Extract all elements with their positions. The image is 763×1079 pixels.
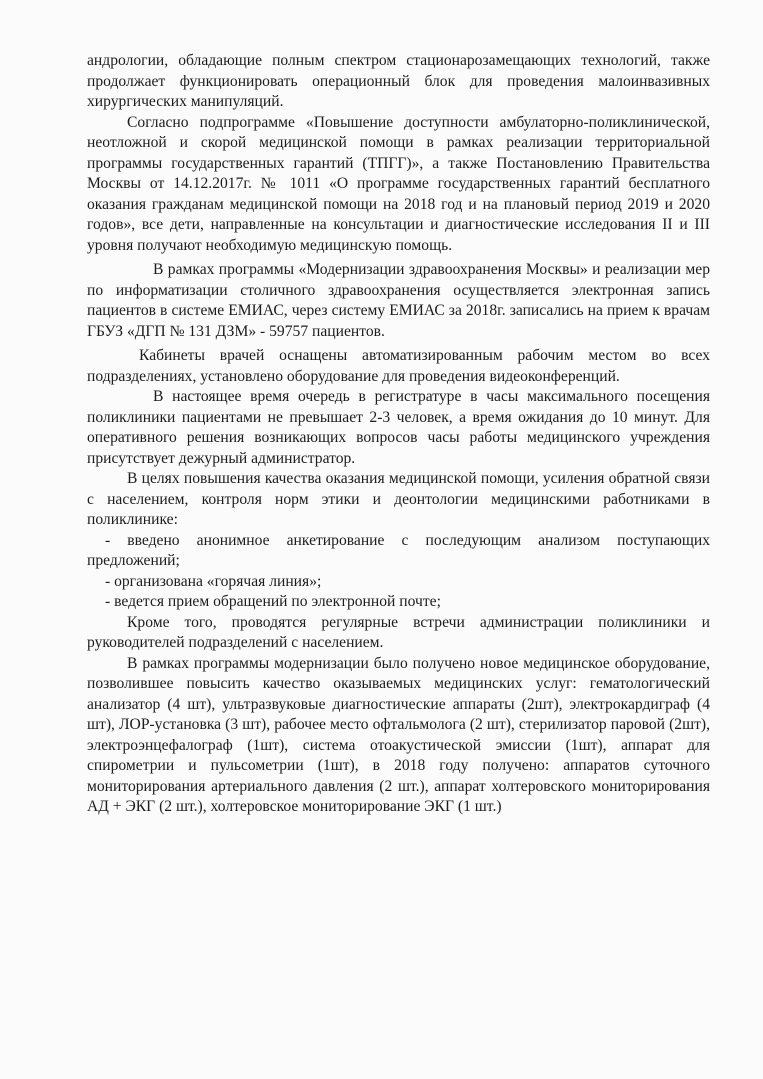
paragraph-quality-measures: В целях повышения качества оказания медицинской помощи, усиления обратной связи с населением, контроля норм этики и деонтологии медицинскими работниками в поликлинике: xyxy=(87,470,710,528)
paragraph-meetings: Кроме того, проводятся регулярные встречи администрации поликлиники и руководителей подразделений с населением. xyxy=(87,613,710,651)
list-item-email: - ведется прием обращений по электронной почте; xyxy=(105,593,441,610)
paragraph-workstations: Кабинеты врачей оснащены автоматизированным рабочим местом во всех подразделениях, установлено оборудование для проведения видеоконференций. xyxy=(87,347,710,385)
list-item-survey: - введено анонимное анкетирование с последующим анализом поступающих предложений; xyxy=(87,531,710,569)
paragraph-emias: В рамках программы «Модернизации здравоохранения Москвы» и реализации мер по информатизации столичного здравоохранения осуществляется электронная запись пациентов в системе ЕМИАС, через систему ЕМИАС за 2018г. записались на прием к врачам ГБУЗ «ДГП № 131 ДЗМ» - 59757 пациентов. xyxy=(87,261,710,340)
list-item-hotline: - организована «горячая линия»; xyxy=(105,572,322,590)
paragraph-continuation: андрологии, обладающие полным спектром стационарозамещающих технологий, также продолжает функционировать операционный блок для проведения малоинвазивных хирургических манипуляций. xyxy=(87,52,710,110)
paragraph-tpgg-program: Согласно подпрограмме «Повышение доступности амбулаторно-поликлинической, неотложной и скорой медицинской помощи в рамках реализации территориальной программы государственных гарантий (ТПГГ)», а также Постановлению Правительства Москвы от 14.12.2017г. № 1011 «О программе государственных гарантий бесплатного оказания гражданам медицинской помощи на 2018 год и на плановый период 2019 и 2020 годов», все дети, направленные на консультации и диагностические исследования II и III уровня получают необходимую медицинскую помощь. xyxy=(87,113,710,254)
paragraph-queue: В настоящее время очередь в регистратуре в часы максимального посещения поликлиники пациентами не превышает 2-3 человек, а время ожидания до 10 минут. Для оперативного решения возникающих вопросов часы работы медицинского учреждения присутствует дежурный администратор. xyxy=(87,388,710,467)
paragraph-equipment: В рамках программы модернизации было получено новое медицинское оборудование, позволившее повысить качество оказываемых медицинских услуг: гематологический анализатор (4 шт), ультразвуковые диагностические аппараты (2шт), электрокардиграф (4 шт), ЛОР-установка (3 шт), рабочее место офтальмолога (2 шт), стерилизатор паровой (2шт), электроэнцефалограф (1шт), система отоакустической эмиссии (1шт), аппарат для спирометрии и пульсометрии (1шт), в 2018 году получено: аппаратов суточного мониторирования артериального давления (2 шт.), аппарат холтеровского мониторирования АД + ЭКГ (2 шт.), холтеровское мониторирование ЭКГ (1 шт.) xyxy=(87,654,710,815)
document-body xyxy=(87,51,710,818)
